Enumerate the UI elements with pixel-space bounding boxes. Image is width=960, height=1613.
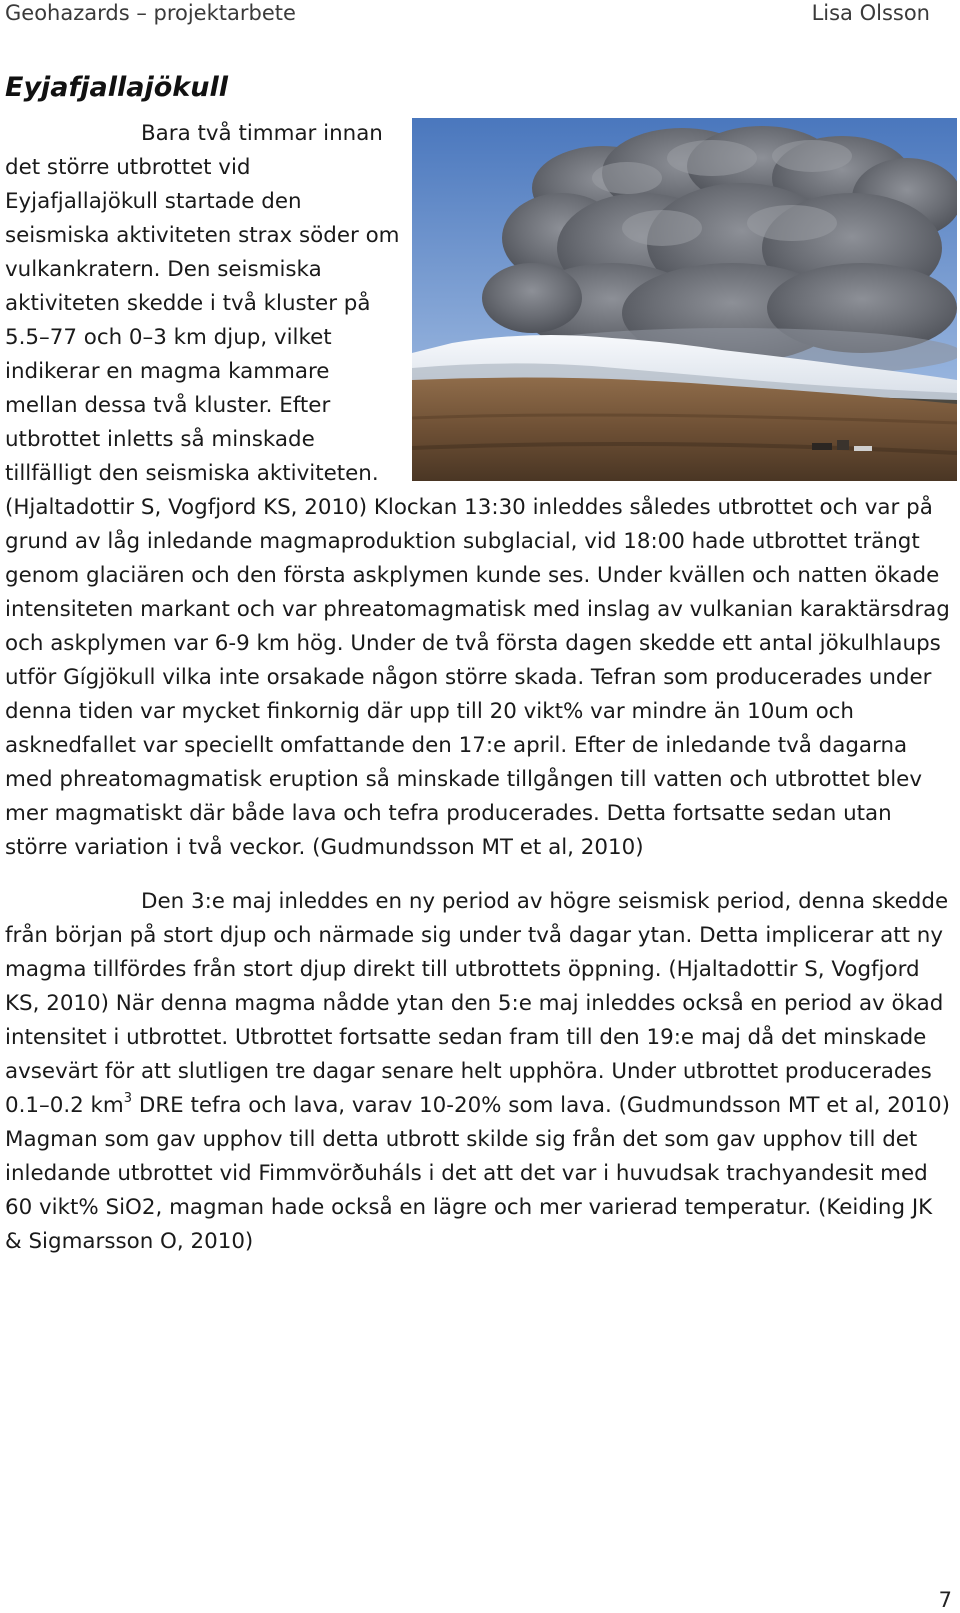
header-author-name: Lisa Olsson [811,1,930,25]
photo-wrap-space [403,117,955,483]
article-body [5,117,955,1259]
paragraph-second-text-start: Den 3:e maj inleddes en ny period av högre seismisk period, denna skedde från början på stort djup och närmade sig under två dagar ytan. Detta implicerar att ny magma tillfördes från stort djup direkt till utbrottets öppning. (Hjaltadottir S, Vogfjord KS, 2010) När denna magma nådde ytan den 5:e maj inleddes också en period av ökad intensitet i utbrottet. Utbrottet fortsatte sedan fram till den 19:e maj då det minskade avsevärt för att slutligen tre dagar senare helt upphöra. Under utbrottet producerades 0.1–0.2 km [5,889,949,1118]
paragraph-first-eruption: Bara två timmar innan det större utbrottet vid Eyjafjallajökull startade den seismiska aktiviteten strax söder om vulkankratern. Den seismiska aktiviteten skedde i två kluster på 5.5–77 och 0–3 km djup, vilket indikerar en magma kammare mellan dessa två kluster. Efter utbrottet inletts så minskade tillfälligt den seismiska aktiviteten. (Hjaltadottir S, Vogfjord KS, 2010) Klockan 13:30 inleddes således utbrottet och var på grund av låg inledande magmaproduktion subglacial, vid 18:00 hade utbrottet trängt genom glaciären och den första askplymen kunde ses. Under kvällen och natten ökade intensiteten markant och var phreatomagmatisk med inslag av vulkanian karaktärsdrag och askplymen var 6-9 km hög. Under de två första dagen skedde ett antal jökulhlaups utför Gígjökull vilka inte orsakade någon större skada. Tefran som producerades under denna tiden var mycket finkornig där upp till 20 vikt% var mindre än 10um och asknedfallet var speciellt omfattande den 17:e april. Efter de inledande två dagarna med phreatomagmatisk eruption så minskade tillgången till vatten och utbrottet blev mer magmatiskt där både lava och tefra producerades. Detta fortsatte sedan utan större variation i två veckor. (Gudmundsson MT et al, 2010) [5,121,950,860]
paragraph-second-text-end: DRE tefra och lava, varav 10-20% som lava. (Gudmundsson MT et al, 2010) Magman som gav upphov till detta utbrott skilde sig från det som gav upphov till det inledande utbrottet vid Fimmvörðuháls i det att det var i huvudsak trachyandesit med 60 vikt% SiO2, magman hade också en lägre och mer varierad temperatur. (Keiding JK & Sigmarsson O, 2010) [5,1093,951,1254]
superscript-cubed: 3 [123,1090,133,1106]
section-title: Eyjafjallajökull [5,72,228,103]
page-header [0,0,960,30]
page-number: 7 [938,1588,952,1612]
paragraph-second-period [5,885,955,1259]
header-course-title: Geohazards – projektarbete [5,1,296,25]
